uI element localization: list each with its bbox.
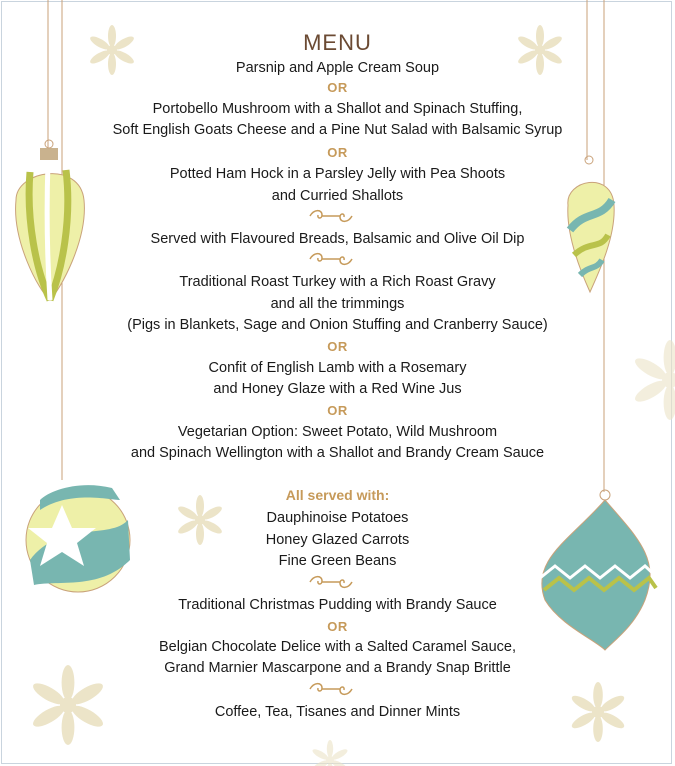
side-item: Dauphinoise Potatoes — [266, 510, 409, 526]
starter-mushroom-line1: Portobello Mushroom with a Shallot and Spinach Stuffing, — [152, 101, 523, 117]
starter-ham-line2: and Curried Shallots — [271, 188, 404, 204]
or-separator: OR — [327, 339, 348, 354]
dessert-delice-line2: Grand Marnier Mascarpone and a Brandy Snap Brittle — [164, 660, 511, 676]
breads-line: Served with Flavoured Breads, Balsamic and Olive Oil Dip — [150, 231, 525, 247]
dessert-pudding: Traditional Christmas Pudding with Brandy Sauce — [178, 597, 497, 613]
starter-soup: Parsnip and Apple Cream Soup — [235, 60, 440, 76]
starter-mushroom-line2: Soft English Goats Cheese and a Pine Nut Salad with Balsamic Syrup — [112, 122, 563, 138]
sides-heading: All served with: — [285, 487, 390, 503]
starter-ham-line1: Potted Ham Hock in a Parsley Jelly with Pea Shoots — [169, 166, 506, 182]
or-separator: OR — [327, 145, 348, 160]
main-turkey-line1: Traditional Roast Turkey with a Rich Roast Gravy — [179, 274, 496, 290]
swirl-divider-icon — [308, 682, 354, 696]
main-lamb-line1: Confit of English Lamb with a Rosemary — [208, 360, 467, 376]
or-separator: OR — [327, 80, 348, 95]
swirl-divider-icon — [308, 252, 354, 266]
swirl-divider-icon — [308, 209, 354, 223]
side-item: Honey Glazed Carrots — [265, 532, 410, 548]
side-item: Fine Green Beans — [278, 553, 397, 569]
main-veg-line1: Vegetarian Option: Sweet Potato, Wild Mushroom — [177, 424, 498, 440]
main-turkey-line2: and all the trimmings — [270, 296, 405, 312]
main-lamb-line2: and Honey Glaze with a Red Wine Jus — [213, 381, 462, 397]
main-veg-line2: and Spinach Wellington with a Shallot and Brandy Cream Sauce — [130, 445, 545, 461]
menu-title: MENU — [303, 30, 372, 55]
main-turkey-line3: (Pigs in Blankets, Sage and Onion Stuffing and Cranberry Sauce) — [127, 317, 548, 333]
or-separator: OR — [327, 619, 348, 634]
or-separator: OR — [327, 403, 348, 418]
swirl-divider-icon — [308, 575, 354, 589]
dessert-delice-line1: Belgian Chocolate Delice with a Salted Caramel Sauce, — [158, 639, 517, 655]
closing-line: Coffee, Tea, Tisanes and Dinner Mints — [214, 704, 461, 720]
